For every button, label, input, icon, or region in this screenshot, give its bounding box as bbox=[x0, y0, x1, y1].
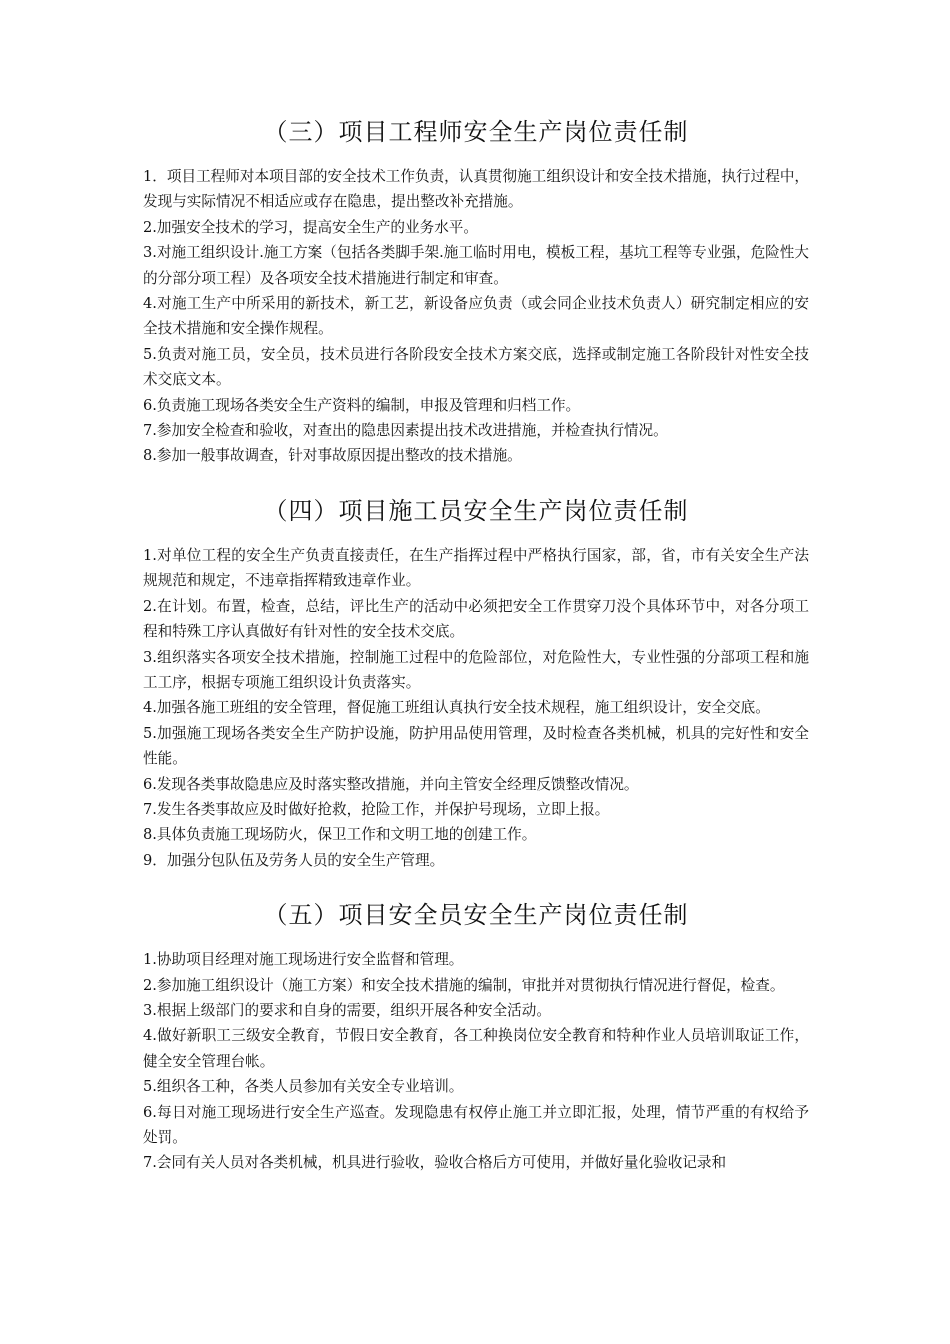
list-item: 9．加强分包队伍及劳务人员的安全生产管理。 bbox=[143, 851, 445, 869]
list-item: 3.对施工组织设计.施工方案（包括各类脚手架.施工临时用电，模板工程，基坑工程等专业强，危险性大的分部分项工程）及各项安全技术措施进行制定和审查。 bbox=[143, 244, 809, 287]
section-project-engineer bbox=[143, 112, 809, 469]
list-item: 7.参加安全检查和验收，对查出的隐患因素提出技术改进措施，并检查执行情况。 bbox=[143, 422, 668, 440]
list-item: 4.加强各施工班组的安全管理，督促施工班组认真执行安全技术规程，施工组织设计，安全交底。 bbox=[143, 699, 770, 717]
list-item: 7.发生各类事故应及时做好抢救，抢险工作，并保护号现场，立即上报。 bbox=[143, 800, 610, 818]
section-title: （三）项目工程师安全生产岗位责任制 bbox=[263, 118, 689, 146]
list-item: 8.具体负责施工现场防火，保卫工作和文明工地的创建工作。 bbox=[143, 826, 537, 844]
list-item: 7.会同有关人员对各类机械，机具进行验收，验收合格后方可使用，并做好量化验收记录和 bbox=[143, 1154, 727, 1172]
list-item: 3.组织落实各项安全技术措施，控制施工过程中的危险部位，对危险性大，专业性强的分部项工程和施工工序，根据专项施工组织设计负责落实。 bbox=[143, 648, 809, 691]
list-item: 3.根据上级部门的要求和自身的需要，组织开展各种安全活动。 bbox=[143, 1001, 551, 1019]
section-construction-worker bbox=[143, 491, 809, 873]
list-item: 8.参加一般事故调查，针对事故原因提出整改的技术措施。 bbox=[143, 447, 522, 465]
list-item: 1.对单位工程的安全生产负责直接责任，在生产指挥过程中严格执行国家，部，省，市有关安全生产法规规范和规定，不违章指挥精致违章作业。 bbox=[143, 546, 809, 590]
document-page bbox=[143, 112, 809, 1198]
section-safety-officer bbox=[143, 895, 809, 1176]
section-title: （五）项目安全员安全生产岗位责任制 bbox=[263, 901, 689, 930]
list-item: 2.参加施工组织设计（施工方案）和安全技术措施的编制，审批并对贯彻执行情况进行督促，检查。 bbox=[143, 976, 785, 994]
list-item: 5.组织各工种，各类人员参加有关安全专业培训。 bbox=[143, 1078, 464, 1096]
list-item: 5.加强施工现场各类安全生产防护设施，防护用品使用管理，及时检查各类机械，机具的完好性和安全性能。 bbox=[143, 724, 809, 768]
list-item: 4.做好新职工三级安全教育，节假日安全教育，各工种换岗位安全教育和特种作业人员培训取证工作，健全安全管理台帐。 bbox=[143, 1027, 809, 1070]
list-item: 5.负责对施工员，安全员，技术员进行各阶段安全技术方案交底，选择或制定施工各阶段针对性安全技术交底文本。 bbox=[143, 345, 809, 389]
section-title: （四）项目施工员安全生产岗位责任制 bbox=[263, 496, 689, 525]
list-item: 4.对施工生产中所采用的新技术，新工艺，新设备应负责（或会同企业技术负责人）研究制定相应的安全技术措施和安全操作规程。 bbox=[143, 295, 809, 338]
list-item: 6.负责施工现场各类安全生产资料的编制，申报及管理和归档工作。 bbox=[143, 396, 581, 414]
list-item: 1.协助项目经理对施工现场进行安全监督和管理。 bbox=[143, 951, 464, 969]
list-item: 6.每日对施工现场进行安全生产巡查。发现隐患有权停止施工并立即汇报，处理，情节严重的有权给予处罚。 bbox=[143, 1103, 809, 1146]
list-item: 2.在计划。布置，检查，总结，评比生产的活动中必须把安全工作贯穿刀没个具体环节中，对各分项工程和特殊工序认真做好有针对性的安全技术交底。 bbox=[143, 597, 809, 641]
list-item: 2.加强安全技术的学习，提高安全生产的业务水平。 bbox=[143, 218, 478, 236]
list-item: 1．项目工程师对本项目部的安全技术工作负责，认真贯彻施工组织设计和安全技术措施，执行过程中，发现与实际情况不相适应或存在隐患，提出整改补充措施。 bbox=[143, 168, 810, 211]
list-item: 6.发现各类事故隐患应及时落实整改措施，并向主管安全经理反馈整改情况。 bbox=[143, 775, 639, 793]
